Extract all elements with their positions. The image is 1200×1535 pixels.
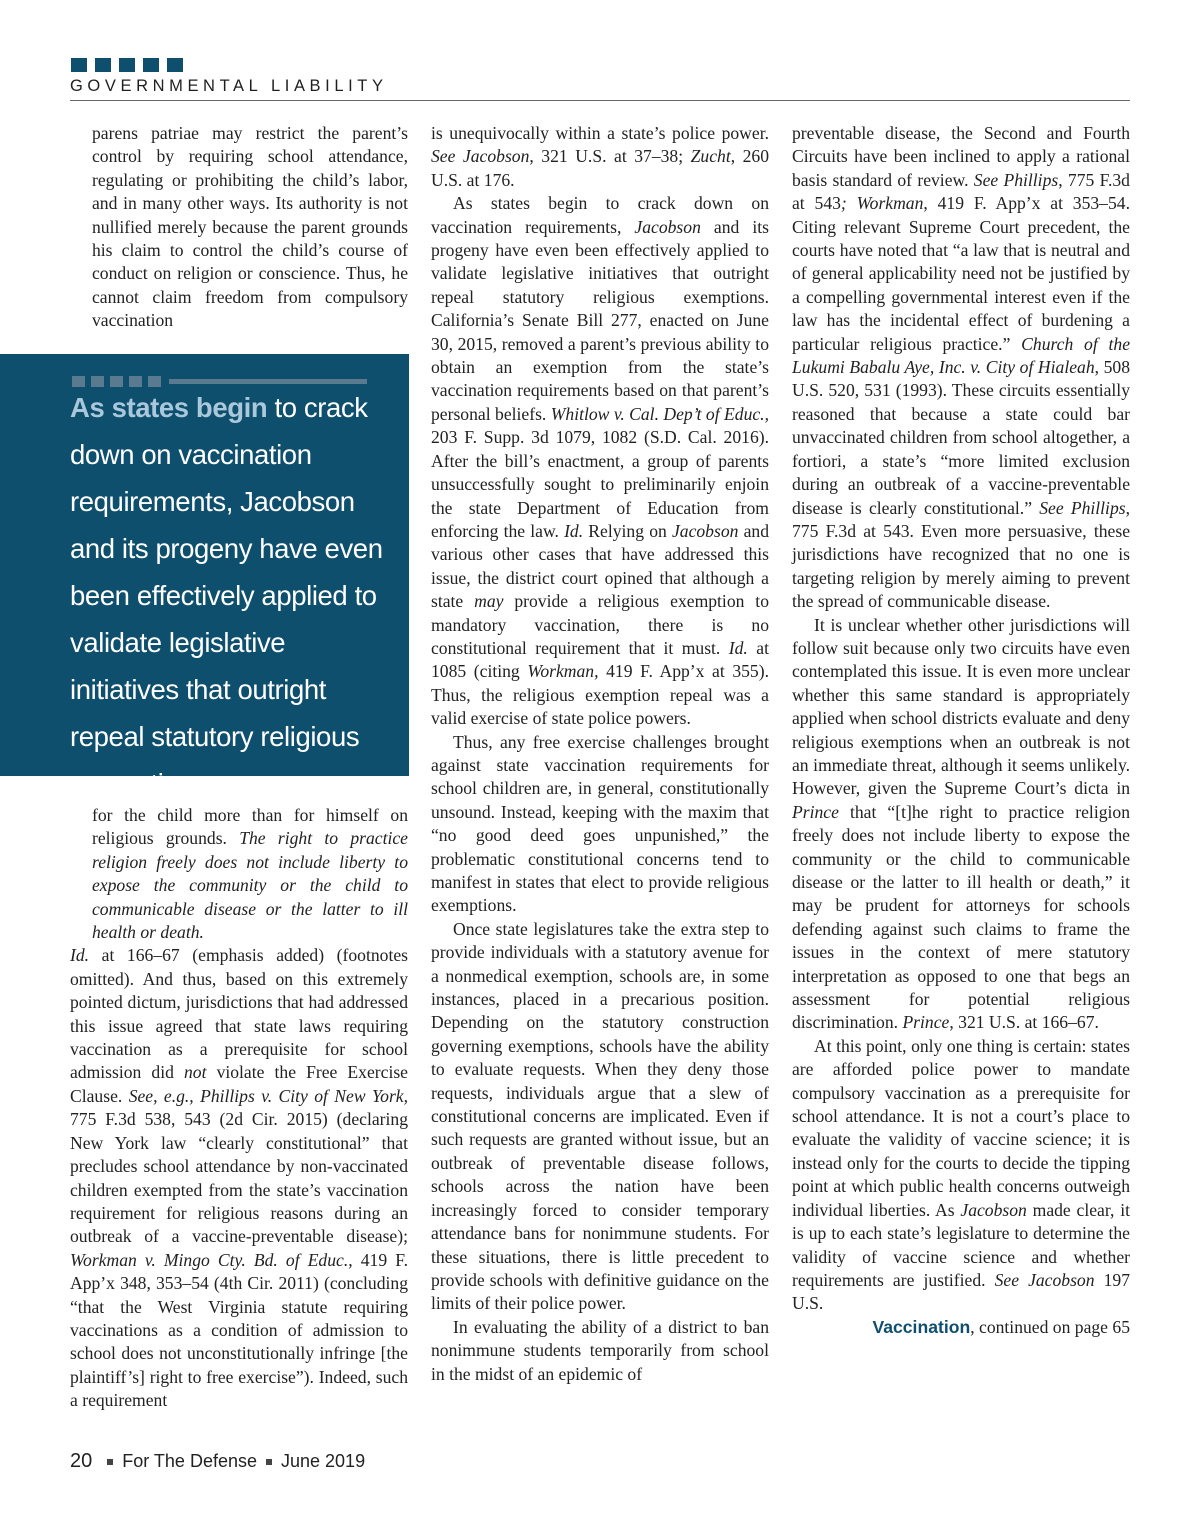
paragraph: Thus, any free exercise challenges brought against state vaccination requirements for school children are, in general, constitutionally unsound. Instead, keeping with the maxim that “no good deed goes unpunished,” the problematic constitutional concerns tend to manifest in states that elect to provide religious exemptions. — [431, 731, 769, 916]
column-1-bottom — [70, 804, 408, 1413]
marker-square — [95, 58, 111, 72]
issue-date: June 2019 — [281, 1451, 366, 1471]
continued-keyword: Vaccination — [872, 1316, 971, 1337]
bullet-icon — [107, 1459, 113, 1465]
marker-square — [143, 58, 159, 72]
block-quote-end: for the child more than for himself on religious grounds. The right to practice religion freely does not include liberty to expose the community or the child to communicable disease or the latter to ill health or death. — [92, 805, 408, 943]
pull-quote-text — [70, 384, 400, 807]
paragraph: In evaluating the ability of a district to ban nonimmune students temporarily from school in the midst of an epidemic of — [431, 1316, 769, 1384]
bullet-icon — [266, 1459, 272, 1465]
publication-name: For The Defense — [122, 1451, 257, 1471]
pull-quote-rest: to crack down on vaccination requirements, Jacobson and its progeny have even been effectively applied to validate legislative initiatives that outright repeal statutory religious exemptions. — [70, 392, 383, 799]
column-1-top — [92, 122, 408, 333]
marker-square — [119, 58, 135, 72]
section-marker-squares — [71, 58, 183, 72]
header-rule — [70, 100, 1130, 101]
pull-quote-lead: As states begin — [70, 392, 268, 423]
marker-square — [71, 58, 87, 72]
column-3 — [792, 122, 1130, 1339]
paragraph: At this point, only one thing is certain: states are afforded police power to mandate compulsory vaccination as a prerequisite for school attendance. It is not a court’s place to evaluate the validity of vaccine science; it is instead only for the courts to decide the tipping point at which public health concerns outweigh individual liberties. As Jacobson made clear, it is up to each state’s legislature to determine the validity of vaccine science and whether requirements are justified. See Jacobson 197 U.S. — [792, 1035, 1130, 1314]
column-2 — [431, 122, 769, 1386]
block-quote-start: parens patriae may restrict the parent’s control by requiring school attendance, regulating or prohibiting the child’s labor, and in many other ways. Its authority is not nullified merely because the parent grounds his claim to control the child’s course of conduct on religion or conscience. Thus, he cannot claim freedom from compulsory vaccination — [92, 123, 408, 331]
continued-line: Vaccination, continued on page 65 — [872, 1316, 1130, 1337]
paragraph: preventable disease, the Second and Fourth Circuits have been inclined to apply a rational basis standard of review. See Phillips, 775 F.3d at 543; Workman, 419 F. App’x at 353–54. Citing relevant Supreme Court precedent, the courts have noted that “a law that is neutral and of general applicability need not be justified by a compelling governmental interest even if the law has the incidental effect of burdening a particular religious practice.” Church of the Lukumi Babalu Aye, Inc. v. City of Hialeah, 508 U.S. 520, 531 (1993). These circuits essentially reasoned that because a state could bar unvaccinated children from school altogether, a fortiori, a state’s “more limited exclusion during an outbreak of a vaccine-preventable disease is clearly constitutional.” See Phillips, 775 F.3d at 543. Even more persuasive, these jurisdictions have recognized that no one is targeting religion by merely aiming to prevent the spread of communicable disease. — [792, 123, 1130, 612]
paragraph: As states begin to crack down on vaccination requirements, Jacobson and its progeny have even been effectively applied to validate legislative initiatives that outright repeal statutory religious exemptions. California’s Senate Bill 277, enacted on June 30, 2015, removed a parent’s previous ability to obtain an exemption from the state’s vaccination requirements based on that parent’s personal beliefs. Whitlow v. Cal. Dep’t of Educ., 203 F. Supp. 3d 1079, 1082 (S.D. Cal. 2016). After the bill’s enactment, a group of parents unsuccessfully sought to preliminarily enjoin the state Department of Education from enforcing the law. Id. Relying on Jacobson and various other cases that have addressed this issue, the district court opined that although a state may provide a religious exemption to mandatory vaccination, there is no constitutional requirement that it must. Id. at 1085 (citing Workman, 419 F. App’x at 355). Thus, the religious exemption repeal was a valid exercise of state police powers. — [431, 193, 769, 729]
marker-square — [167, 58, 183, 72]
paragraph: It is unclear whether other jurisdictions will follow suit because only two circuits have even contemplated this issue. It is even more unclear whether this same standard is appropriately applied when school districts evaluate and deny religious exemptions when an outbreak is not an immediate threat, although it seems unlikely. However, given the Supreme Court’s dicta in Prince that “[t]he right to practice religion freely does not include liberty to expose the community or the child to communicable disease or the latter to ill health or death,” it may be prudent for attorneys for schools defending against such claims to frame the issues in the context of mere statutory interpretation as opposed to one that begs an assessment for potential religious discrimination. Prince, 321 U.S. at 166–67. — [792, 614, 1130, 1033]
paragraph: is unequivocally within a state’s police power. See Jacobson, 321 U.S. at 37–38; Zucht, 260 U.S. at 176. — [431, 123, 770, 190]
paragraph: Once state legislatures take the extra step to provide individuals with a statutory avenue for a nonmedical exemption, schools are, in some instances, placed in a precarious position. Depending on the statutory construction governing exemptions, schools have the ability to evaluate requests. When they deny those requests, individuals argue that a slew of constitutional concerns are implicated. Even if such requests are granted without issue, but an outbreak of preventable disease follows, schools across the nation have been increasingly forced to consider temporary attendance bans for nonimmune students. For these situations, there is little precedent to provide schools with definitive guidance on the limits of their police power. — [431, 918, 769, 1314]
pull-quote — [0, 354, 409, 799]
section-label: GOVERNMENTAL LIABILITY — [70, 77, 388, 95]
page-number: 20 — [70, 1450, 93, 1472]
page-footer — [70, 1450, 365, 1473]
paragraph: Id. at 166–67 (emphasis added) (footnotes omitted). And thus, based on this extremely pointed dictum, jurisdictions that had addressed this issue agreed that state laws requiring vaccination as a prerequisite for school admission did not violate the Free Exercise Clause. See, e.g., Phillips v. City of New York, 775 F.3d 538, 543 (2d Cir. 2015) (declaring New York law “clearly constitutional” that precludes school attendance by non-vaccinated children exempted from the state’s vaccination requirement for religious reasons during an outbreak of a vaccine-preventable disease); Workman v. Mingo Cty. Bd. of Educ., 419 F. App’x 348, 353–54 (4th Cir. 2011) (concluding “that the West Virginia statute requiring vaccinations as a condition of admission to school does not unconstitutionally infringe [the plaintiff’s] right to free exercise”). Indeed, such a requirement — [70, 945, 408, 1411]
